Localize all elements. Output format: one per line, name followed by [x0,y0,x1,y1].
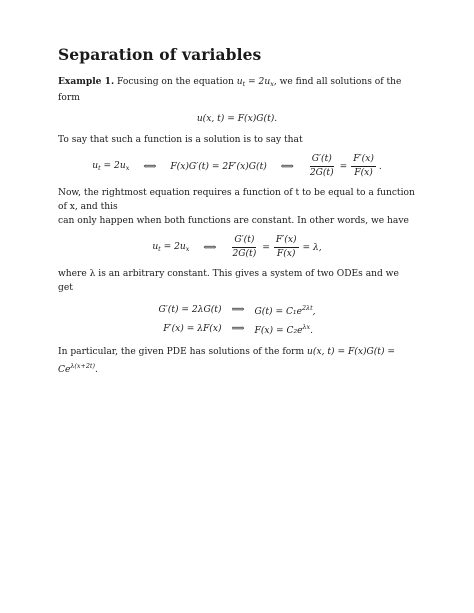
conclusion-text: In particular, the given PDE has solutions of the form [58,347,305,357]
solution-exponent: λx [302,323,311,331]
ode-system-intro: where λ is an arbitrary constant. This gives a system of two ODEs and we get [58,269,399,293]
period: . [378,161,382,172]
equals-sign: = [339,161,348,172]
product-equation: F(x)G′(t) = 2F′(x)G(t) [170,161,267,172]
fraction-denominator: 2G(t) [309,168,334,178]
solution-form-equation: u(x, t) = F(x)G(t). [196,114,278,124]
solution-base: F(x) = C₂e [254,326,303,336]
equivalence-chain-1 [58,154,416,179]
section-title: Separation of variables [58,45,262,64]
fraction-numerator: G′(t) [310,154,334,167]
implies-arrow: ⟹ [231,305,245,315]
paragraph-line: Now, the rightmost equation requires a function of t to be equal to a function of x, and this [58,188,415,212]
lambda-constant: = λ, [302,242,322,253]
intro-text: Focusing on the equation [117,77,234,87]
pde-lhs: $u_t = 2u_x$ [92,160,130,172]
conclusion-paragraph [58,345,416,377]
constant-argument-paragraph [58,186,416,228]
ode-lhs: F′(x) = λF(x) [163,324,222,334]
paragraph-line: can only happen when both functions are constant. In other words, we have [58,216,409,226]
ode-solution [255,320,316,339]
conclusion-base: u(x, t) = F(x)G(t) = Ce [58,347,396,375]
iff-arrow: ⟺ [280,161,294,172]
pde-lhs: $u_t = 2u_x$ [152,241,190,253]
fraction-numerator: F′(x) [351,154,376,167]
fraction-numerator: G′(t) [232,235,256,248]
example-paragraph [58,75,416,105]
ode-row [158,320,315,339]
ode-solution [255,301,316,320]
ode-row [158,301,315,320]
conclusion-period: . [94,365,98,375]
fraction-denominator: 2G(t) [232,249,257,259]
fraction-g [308,154,336,179]
example-label: Example 1. [58,76,115,87]
intro-equation: $u_t = 2u_x$ [236,77,274,88]
row-punctuation: . [310,326,314,336]
intro-text-continued: , we find all solutions of the form [58,77,402,103]
iff-arrow: ⟺ [143,161,157,172]
solution-exponent: 2λt [301,304,313,312]
ode-lhs: G′(t) = 2λG(t) [158,305,222,315]
fraction-g [230,235,258,260]
conclusion-exponent: λ(x+2t) [70,362,95,370]
solution-base: G(t) = C₁e [254,307,302,317]
ode-system [58,301,416,339]
fraction-f [351,154,376,179]
solution-condition-text: To say that such a function is a solution is to say that [58,135,303,145]
fraction-denominator: F(x) [276,249,296,259]
fraction-denominator: F(x) [354,168,373,178]
fraction-f [274,235,299,260]
equals-sign: = [262,242,270,253]
equivalence-chain-2 [58,235,416,260]
fraction-numerator: F′(x) [274,235,299,248]
implies-arrow: ⟹ [231,324,245,334]
iff-arrow: ⟺ [203,242,217,253]
row-punctuation: , [312,307,316,317]
